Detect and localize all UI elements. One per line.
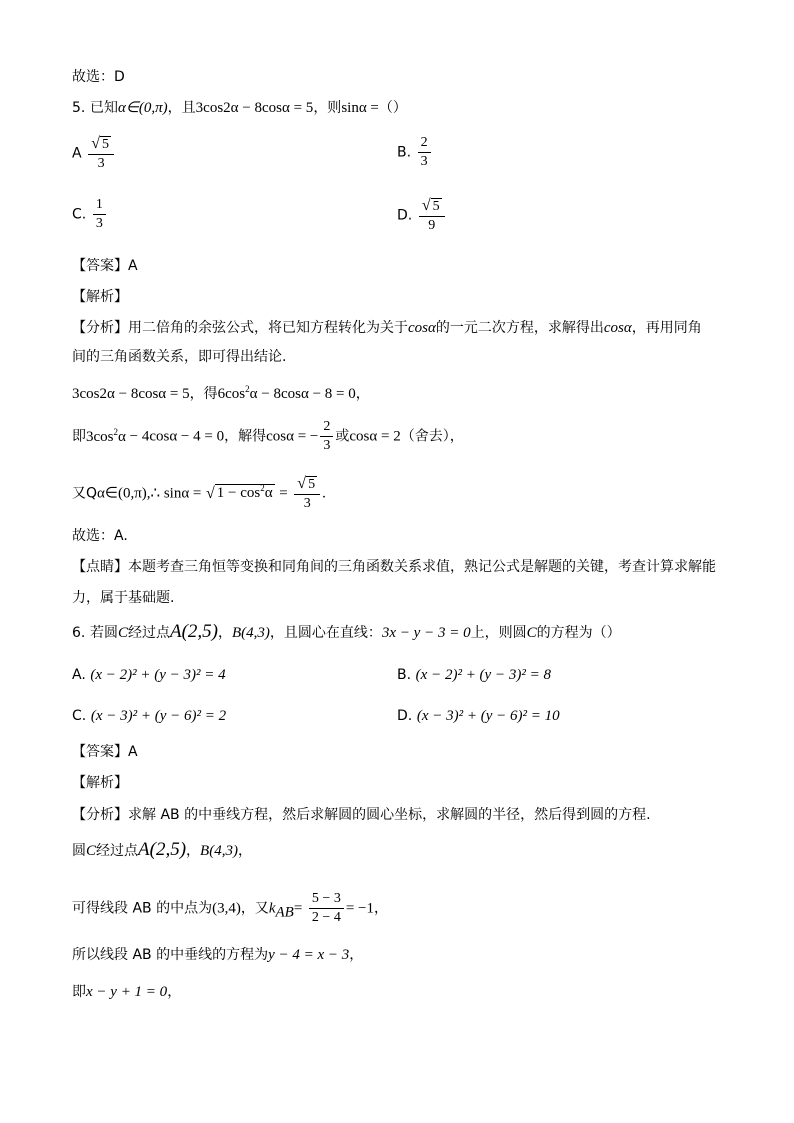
q5-stem-suffix: ，则: [313, 100, 342, 116]
q6-option-c: C. (x − 3)² + (y − 6)² = 2: [72, 708, 227, 724]
q5-step3: 又Qα∈(0,π),∴ sinα = √ $1 - \cos^2\alpha$ = √ 5 3 .: [72, 475, 326, 512]
fraction: √ 5 9: [419, 198, 445, 233]
fraction: $\frac{1}{3}$: [93, 198, 106, 231]
q5-option-a: [72, 136, 116, 171]
option-label: D.: [397, 207, 413, 224]
q6-step2: 可得线段 AB 的中点为(3,4)，又$k_{AB}=$ $\frac{5 - 3}{2 - 4}$ = −1，: [72, 891, 388, 925]
q5-equation: 3cos2α − 8cosα = 5: [195, 100, 314, 116]
q6-option-d: D. (x − 3)² + (y − 6)² = 10: [397, 708, 560, 724]
q6-stem: 6. 若圆C经过点A(2,5)，B(4,3)，且圆心在直线：3x − y − 3 = 0上，则圆C的方程为（）: [72, 621, 621, 642]
q6-fenxi: 【分析】求解 AB 的中垂线方程，然后求解圆的圆心坐标，求解圆的半径，然后得到圆的方程.: [72, 807, 651, 823]
q5-step1: 3cos2α − 8cosα = 5，得$6\cos^2\alpha - 8\cos\alpha - 8 = 0$，: [72, 384, 370, 402]
fraction: √ 5 3: [88, 136, 114, 171]
q5-option-c: [72, 198, 108, 231]
q5-dianjing-2: 力，属于基础题.: [72, 590, 175, 606]
q5-stem-mid: ，且: [167, 100, 196, 116]
q5-option-d: [397, 198, 447, 233]
q5-number: 5.: [72, 100, 86, 116]
option-label: B.: [397, 144, 412, 161]
q5-analysis-label: 【解析】: [72, 289, 128, 305]
q5-fenxi-line2: 间的三角函数关系，即可得出结论.: [72, 349, 287, 365]
q6-option-b: B. (x − 2)² + (y − 3)² = 8: [397, 667, 551, 683]
q6-step1: 圆C经过点A(2,5)，B(4,3)，: [72, 839, 252, 860]
q5-ask: sinα =: [341, 100, 379, 116]
q6-step4: 即x − y + 1 = 0，: [72, 984, 182, 1000]
option-label: C.: [72, 206, 87, 223]
q5-conclude: 故选：A.: [72, 528, 128, 544]
q5-step2: 即$3\cos^2\alpha - 4\cos\alpha - 4 = 0$，解得cosα = − $\frac{2}{3}$ 或cosα = 2（舍去），: [72, 419, 464, 453]
q5-stem: [72, 98, 407, 118]
q6-answer: 【答案】A: [72, 744, 138, 760]
q5-stem-prefix: 已知: [89, 100, 118, 116]
q5-paren: （）: [378, 100, 407, 116]
q6-option-a: A. (x − 2)² + (y − 3)² = 4: [72, 667, 226, 683]
q5-fenxi-line1: 【分析】用二倍角的余弦公式，将已知方程转化为关于cosα的一元二次方程，求解得出cosα，再用同角: [72, 320, 702, 336]
q5-option-b: [397, 136, 433, 169]
q5-condition: α∈(0,π): [117, 100, 168, 116]
fraction: $\frac{2}{3}$: [418, 136, 431, 169]
option-label: A: [72, 145, 82, 162]
q5-dianjing-1: 【点睛】本题考查三角恒等变换和同角间的三角函数关系求值，熟记公式是解题的关键，考查计算求解能: [72, 559, 716, 575]
q6-step3: 所以线段 AB 的中垂线的方程为y − 4 = x − 3，: [72, 947, 364, 963]
q6-analysis-label: 【解析】: [72, 775, 128, 791]
q5-answer: 【答案】A: [72, 258, 138, 274]
q4-answer-line: 故选：D: [72, 69, 125, 85]
